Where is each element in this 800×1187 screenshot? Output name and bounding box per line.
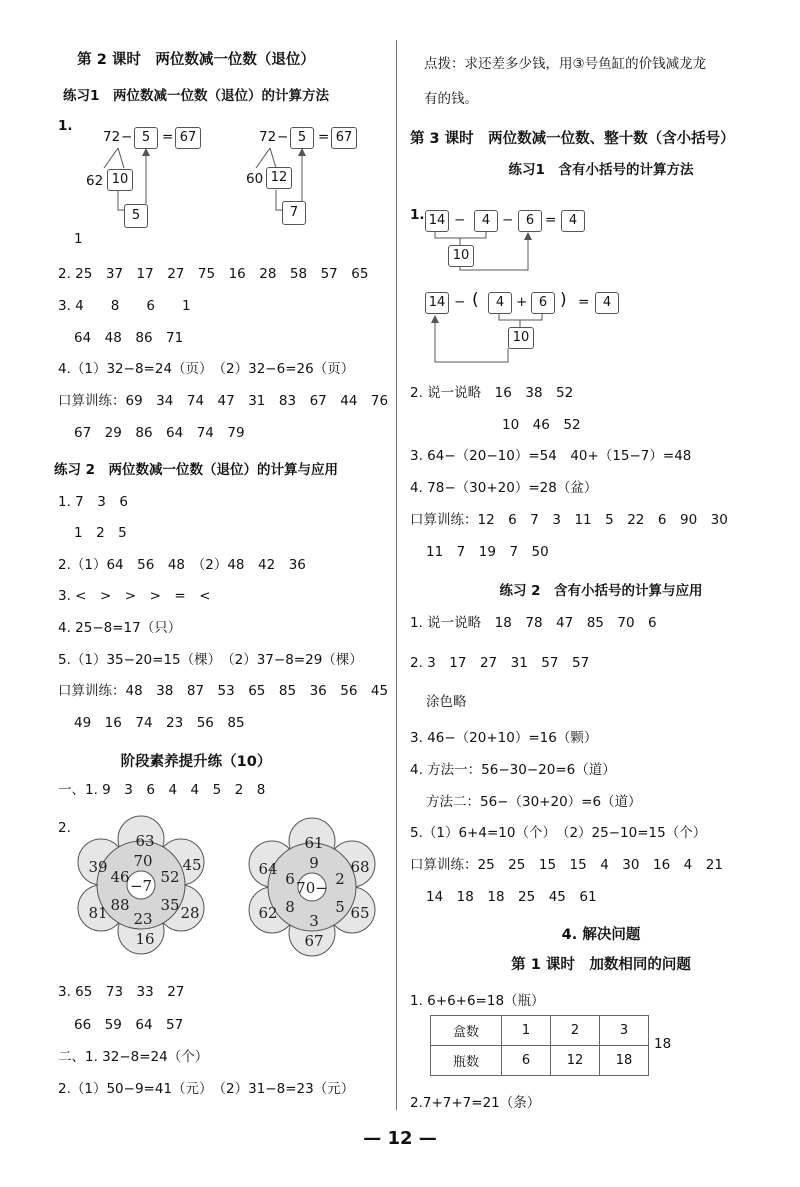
answer-line: 方法二：56−（30+20）=6（道） <box>426 794 642 810</box>
answer-line: 2.（1）64 56 48 （2）48 42 36 <box>58 557 306 573</box>
answer-line: 5.（1）35−20=15（棵） （2）37−8=29（棵） <box>58 652 363 668</box>
flower-inner-value: 6 <box>285 870 295 888</box>
answer-line: 64 48 86 71 <box>74 330 184 346</box>
flower-center: −7 <box>129 877 153 895</box>
table-header-cell: 瓶数 <box>431 1046 502 1076</box>
flower-outer-value: 67 <box>304 932 324 950</box>
flower-outer-value: 68 <box>350 858 370 876</box>
lesson-title: 第 1 课时 加数相同的问题 <box>511 957 691 973</box>
flower-outer-value: 45 <box>182 856 202 874</box>
question-number: 2. <box>58 820 71 836</box>
oral-training-line: 口算训练：48 38 87 53 65 85 36 56 45 <box>58 683 389 699</box>
answer-line: 1. 6+6+6=18（瓶） <box>410 993 545 1009</box>
equals-sign: = <box>545 212 557 228</box>
answer-line: 1. 说一说略 18 78 47 85 70 6 <box>410 615 657 631</box>
flower-outer-value: 62 <box>258 904 278 922</box>
diagram-2-lines <box>402 0 800 400</box>
answer-line: 1 <box>74 231 83 247</box>
answer-table <box>430 1015 649 1076</box>
oral-training-line: 口算训练：25 25 15 15 4 30 16 4 21 <box>410 857 723 873</box>
equals-sign: = <box>162 129 174 145</box>
intermediate-box: 10 <box>508 327 534 349</box>
minus-sign: − <box>277 129 289 145</box>
answer-line: 2.7+7+7=21（条） <box>410 1095 541 1111</box>
operator: + <box>516 294 528 310</box>
flower-inner-value: 3 <box>309 912 319 930</box>
answer-line: 5.（1）6+4=10（个） （2）25−10=15（个） <box>410 825 707 841</box>
hint-text: 有的钱。 <box>424 91 478 107</box>
answer-line: 2. 说一说略 16 38 52 <box>410 385 574 401</box>
exercise-title: 练习1 两位数减一位数（退位）的计算方法 <box>63 88 329 104</box>
answer-line: 3. 64−（20−10）=54 40+（15−7）=48 <box>410 448 692 464</box>
subtrahend-box: 5 <box>290 127 314 149</box>
table-row <box>431 1016 649 1046</box>
answer-line: 3. 46−（20+10）=16（颗） <box>410 730 598 746</box>
answer-line: 67 29 86 64 74 79 <box>74 425 245 441</box>
flower-inner-value: 5 <box>335 898 345 916</box>
answer-line: 2. 3 17 27 31 57 57 <box>410 655 590 671</box>
operand-box: 14 <box>425 210 449 232</box>
flower-outer-value: 65 <box>350 904 370 922</box>
flower-outer-value: 39 <box>88 858 108 876</box>
minuend: 72 <box>103 129 121 145</box>
flower-outer-value: 61 <box>304 834 324 852</box>
equals-sign: = <box>578 294 590 310</box>
page-number: — 12 — <box>363 1128 437 1149</box>
left-parenthesis: ( <box>472 290 479 310</box>
answer-line: 10 46 52 <box>502 417 581 433</box>
answer-line: 一、1. 9 3 6 4 4 5 2 8 <box>58 782 266 798</box>
question-number: 1. <box>410 207 425 223</box>
flower-center: 70− <box>296 879 328 897</box>
answer-line: 4. 78−（30+20）=28（盆） <box>410 480 598 496</box>
split-part-box: 12 <box>266 167 292 189</box>
answer-line: 3. 4 8 6 1 <box>58 298 191 314</box>
answer-line: 4. 25−8=17（只） <box>58 620 182 636</box>
answer-line: 4. 方法一：56−30−20=6（道） <box>410 762 616 778</box>
flower-diagram-b <box>0 0 392 1000</box>
table-cell: 6 <box>502 1046 551 1076</box>
flower-inner-value: 52 <box>160 868 180 886</box>
table-side-answer: 18 <box>654 1036 672 1052</box>
lesson-title: 第 2 课时 两位数减一位数（退位） <box>77 52 315 68</box>
answer-line: 1 2 5 <box>74 525 127 541</box>
exercise-title: 练习1 含有小括号的计算方法 <box>508 162 694 178</box>
table-cell: 2 <box>551 1016 600 1046</box>
table-cell: 12 <box>551 1046 600 1076</box>
column-divider <box>396 40 397 1110</box>
table-cell: 1 <box>502 1016 551 1046</box>
answer-line: 14 18 18 25 45 61 <box>426 889 597 905</box>
flower-outer-value: 16 <box>135 930 155 948</box>
operand-box: 6 <box>531 292 555 314</box>
operand-box: 4 <box>474 210 498 232</box>
answer-line: 2.（1）50−9=41（元） （2）31−8=23（元） <box>58 1081 355 1097</box>
flower-outer-value: 81 <box>88 904 108 922</box>
exercise-title: 练习 2 含有小括号的计算与应用 <box>499 583 703 599</box>
result-box: 67 <box>175 127 201 149</box>
result-box: 4 <box>561 210 585 232</box>
operand-box: 4 <box>488 292 512 314</box>
operand-box: 6 <box>518 210 542 232</box>
unit-title: 4. 解决问题 <box>561 927 641 943</box>
right-parenthesis: ) <box>560 290 567 310</box>
operator: − <box>502 212 514 228</box>
question-number: 1. <box>58 118 73 134</box>
table-cell: 3 <box>600 1016 649 1046</box>
flower-inner-value: 9 <box>309 854 319 872</box>
result-box: 4 <box>595 292 619 314</box>
answer-line: 3. < > > > = < <box>58 588 211 604</box>
minus-sign: − <box>121 129 133 145</box>
operator: − <box>454 294 466 310</box>
flower-outer-value: 64 <box>258 860 278 878</box>
split-part: 60 <box>246 171 264 187</box>
flower-inner-value: 70 <box>133 852 153 870</box>
oral-training-line: 口算训练：12 6 7 3 11 5 22 6 90 30 <box>410 512 728 528</box>
operator: − <box>454 212 466 228</box>
table-header-cell: 盒数 <box>431 1016 502 1046</box>
table-cell: 18 <box>600 1046 649 1076</box>
exercise-title: 练习 2 两位数减一位数（退位）的计算与应用 <box>53 462 339 478</box>
answer-line: 49 16 74 23 56 85 <box>74 715 245 731</box>
table-row <box>431 1046 649 1076</box>
lesson-title: 第 3 课时 两位数减一位数、整十数（含小括号） <box>410 131 735 147</box>
stage-title: 阶段素养提升练（10） <box>120 754 272 770</box>
answer-line: 涂色略 <box>426 694 467 710</box>
intermediate-box: 10 <box>448 245 474 267</box>
split-part: 62 <box>86 173 104 189</box>
equals-sign: = <box>318 129 330 145</box>
flower-inner-value: 2 <box>335 870 345 888</box>
answer-line: 4.（1）32−8=24（页） （2）32−6=26（页） <box>58 361 355 377</box>
flower-inner-value: 88 <box>110 896 130 914</box>
answer-line: 3. 65 73 33 27 <box>58 984 185 1000</box>
flower-inner-value: 23 <box>133 910 153 928</box>
answer-line: 11 7 19 7 50 <box>426 544 549 560</box>
result-box: 67 <box>331 127 357 149</box>
flower-inner-value: 35 <box>160 896 180 914</box>
minuend: 72 <box>259 129 277 145</box>
flower-inner-value: 8 <box>285 898 295 916</box>
answer-line: 2. 25 37 17 27 75 16 28 58 57 65 <box>58 266 369 282</box>
subtrahend-box: 5 <box>134 127 158 149</box>
flower-outer-value: 28 <box>180 904 200 922</box>
oral-training-line: 口算训练：69 34 74 47 31 83 67 44 76 <box>58 393 389 409</box>
answer-line: 1. 7 3 6 <box>58 494 128 510</box>
operand-box: 14 <box>425 292 449 314</box>
answer-line: 66 59 64 57 <box>74 1017 184 1033</box>
bottom-box: 7 <box>282 201 306 225</box>
split-part-box: 10 <box>107 169 133 191</box>
answer-line: 二、1. 32−8=24（个） <box>58 1049 209 1065</box>
bottom-box: 5 <box>124 204 148 228</box>
flower-inner-value: 46 <box>110 868 130 886</box>
hint-text: 点拨：求还差多少钱，用③号鱼缸的价钱减龙龙 <box>424 56 707 72</box>
flower-outer-value: 63 <box>135 832 155 850</box>
